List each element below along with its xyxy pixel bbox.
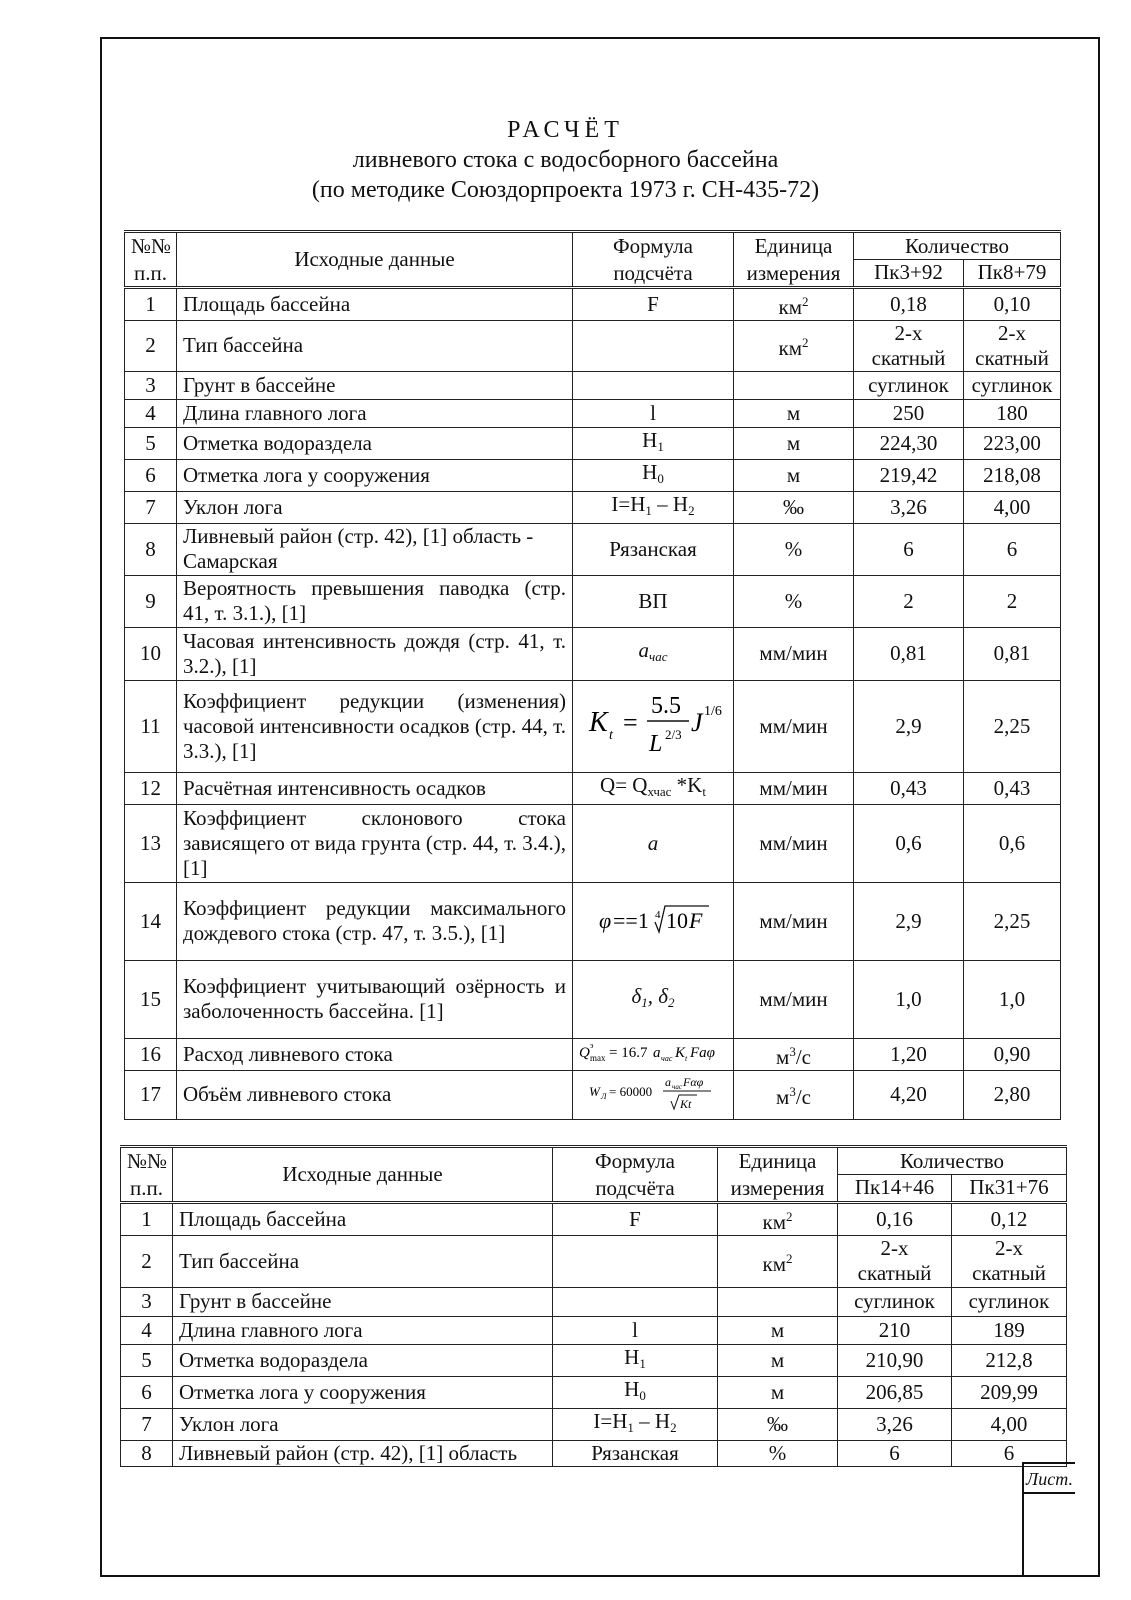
row-formula xyxy=(573,1070,734,1119)
row-value-a: 6 xyxy=(854,523,964,575)
row-value-a: 250 xyxy=(854,399,964,427)
row-value-a: 2-х скатный xyxy=(854,320,964,371)
table-row xyxy=(125,772,1061,804)
row-unit: м xyxy=(734,399,854,427)
row-number: 1 xyxy=(121,1202,173,1235)
row-unit: мм/мин xyxy=(734,804,854,882)
row-unit xyxy=(734,371,854,399)
row-description: Отметка водораздела xyxy=(173,1344,553,1376)
row-unit: мм/мин xyxy=(734,882,854,960)
row-description: Коэффициент редукции (изменения) часовой интенсивности осадков (стр. 44, т. 3.3.), [1] xyxy=(177,680,573,772)
row-value-a: 0,18 xyxy=(854,287,964,320)
title-line-2: ливневого стока с водосборного бассейна xyxy=(352,147,779,173)
row-unit: $км^2$ xyxy=(718,1235,838,1287)
row-value-b: 0,6 xyxy=(964,804,1061,882)
header-pk-1: Пк3+92 xyxy=(854,260,964,288)
svg-text:=: = xyxy=(623,708,638,737)
table-row xyxy=(125,1038,1061,1070)
header-pk-2: Пк8+79 xyxy=(964,260,1061,288)
row-unit: % xyxy=(718,1440,838,1466)
row-unit: ‰ xyxy=(718,1408,838,1440)
row-number: 7 xyxy=(125,491,177,523)
table-row xyxy=(121,1202,1067,1235)
table-header-row xyxy=(125,232,1061,260)
svg-text:= 60000: = 60000 xyxy=(609,1083,653,1099)
table-row xyxy=(125,882,1061,960)
row-formula xyxy=(573,882,734,960)
row-description: Отметка водораздела xyxy=(177,427,573,459)
row-description: Уклон лога xyxy=(177,491,573,523)
header-unit: Единица xyxy=(718,1147,838,1175)
row-number: 17 xyxy=(125,1070,177,1119)
header-num-2: п.п. xyxy=(121,1175,173,1203)
sheet-stamp: Лист. xyxy=(1022,1462,1075,1494)
row-value-b: суглинок xyxy=(964,371,1061,399)
row-unit: ‰ xyxy=(734,491,854,523)
svg-text:==1: ==1 xyxy=(613,908,649,933)
table-row xyxy=(125,459,1061,491)
row-formula xyxy=(553,1235,718,1287)
header-pk-2: Пк31+76 xyxy=(952,1175,1067,1203)
svg-text:час: час xyxy=(672,1082,682,1091)
row-value-a: 224,30 xyxy=(854,427,964,459)
table-row xyxy=(125,320,1061,371)
row-number: 12 xyxy=(125,772,177,804)
row-number: 6 xyxy=(125,459,177,491)
svg-text:a: a xyxy=(665,1074,671,1089)
svg-text:K: K xyxy=(589,707,608,738)
title-line-3: (по методике Союздорпроекта 1973 г. СН-435-72) xyxy=(311,177,820,203)
row-description: Коэффициент редукции максимального дождевого стока (стр. 47, т. 3.5.), [1] xyxy=(177,882,573,960)
row-unit: мм/мин xyxy=(734,680,854,772)
calculation-table-2 xyxy=(120,1145,1067,1467)
row-description: Длина главного лога xyxy=(177,399,573,427)
svg-text:2/3: 2/3 xyxy=(665,727,682,742)
row-value-a: 0,6 xyxy=(854,804,964,882)
title-line-1: РАСЧЁТ xyxy=(507,117,624,143)
row-value-b: 0,81 xyxy=(964,627,1061,680)
row-value-a: 2-х скатный xyxy=(838,1235,952,1287)
row-unit: м xyxy=(734,427,854,459)
table-row xyxy=(121,1344,1067,1376)
row-value-b: 189 xyxy=(952,1316,1067,1344)
svg-text:1/6: 1/6 xyxy=(704,704,722,719)
row-value-b: 218,08 xyxy=(964,459,1061,491)
row-number: 7 xyxy=(121,1408,173,1440)
header-formula: Формула xyxy=(553,1147,718,1175)
header-num: №№ xyxy=(121,1147,173,1175)
row-description: Площадь бассейна xyxy=(173,1202,553,1235)
row-description: Расчётная интенсивность осадков xyxy=(177,772,573,804)
row-unit xyxy=(718,1287,838,1316)
header-unit-2: измерения xyxy=(718,1175,838,1203)
row-description: Ливневый район (стр. 42), [1] область - Самарская xyxy=(177,523,573,575)
row-description: Расход ливневого стока xyxy=(177,1038,573,1070)
formula-q-graphic xyxy=(579,1039,727,1063)
row-value-a: 6 xyxy=(838,1440,952,1466)
row-value-a: 1,20 xyxy=(854,1038,964,1070)
table-row xyxy=(125,627,1061,680)
row-description: Грунт в бассейне xyxy=(177,371,573,399)
row-value-b: 1,0 xyxy=(964,960,1061,1038)
row-formula: F xyxy=(553,1202,718,1235)
row-value-b: 2,25 xyxy=(964,680,1061,772)
svg-text:Kt: Kt xyxy=(680,1096,692,1111)
svg-text:K: K xyxy=(675,1045,686,1061)
row-value-a: 3,26 xyxy=(838,1408,952,1440)
svg-text:a: a xyxy=(653,1045,661,1061)
row-value-a: суглинок xyxy=(838,1287,952,1316)
row-description: Коэффициент учитывающий озёрность и заболоченность бассейна. [1] xyxy=(177,960,573,1038)
table-row xyxy=(121,1376,1067,1408)
row-value-b: суглинок xyxy=(952,1287,1067,1316)
row-number: 3 xyxy=(125,371,177,399)
table-row xyxy=(125,804,1061,882)
svg-text:F: F xyxy=(689,908,703,933)
row-number: 4 xyxy=(121,1316,173,1344)
row-value-a: 4,20 xyxy=(854,1070,964,1119)
table-row xyxy=(125,491,1061,523)
row-value-b: 209,99 xyxy=(952,1376,1067,1408)
table-row xyxy=(125,427,1061,459)
row-value-b: 4,00 xyxy=(952,1408,1067,1440)
row-formula: $H_1$ xyxy=(553,1344,718,1376)
row-formula: a xyxy=(573,804,734,882)
table-header-row xyxy=(121,1147,1067,1175)
svg-text:час: час xyxy=(661,1054,673,1063)
row-description: Ливневый район (стр. 42), [1] область xyxy=(173,1440,553,1466)
row-formula: $Q= Q_{хчас}$ $*K_t$ xyxy=(573,772,734,804)
formula-phi-graphic xyxy=(579,898,727,938)
row-value-a: 3,26 xyxy=(854,491,964,523)
row-value-a: 1,0 xyxy=(854,960,964,1038)
row-value-b: 2-х скатный xyxy=(964,320,1061,371)
row-unit: $км^2$ xyxy=(734,320,854,371)
row-description: Отметка лога у сооружения xyxy=(177,459,573,491)
formula-kt-graphic xyxy=(579,683,727,763)
row-number: 6 xyxy=(121,1376,173,1408)
row-number: 5 xyxy=(125,427,177,459)
row-description: Площадь бассейна xyxy=(177,287,573,320)
row-formula: $I=H_1 - H_2$ xyxy=(573,491,734,523)
row-formula: $H_0$ xyxy=(553,1376,718,1408)
row-number: 11 xyxy=(125,680,177,772)
table-row xyxy=(121,1316,1067,1344)
row-number: 3 xyxy=(121,1287,173,1316)
svg-text:max: max xyxy=(590,1053,606,1063)
row-value-a: 0,16 xyxy=(838,1202,952,1235)
table-row xyxy=(125,575,1061,627)
row-description: Тип бассейна xyxy=(177,320,573,371)
row-value-b: 2,25 xyxy=(964,882,1061,960)
svg-text:Faφ: Faφ xyxy=(690,1045,715,1061)
svg-text:Q: Q xyxy=(579,1045,590,1061)
row-number: 14 xyxy=(125,882,177,960)
row-description: Коэффициент склонового стока зависящего от вида грунта (стр. 44, т. 3.4.), [1] xyxy=(177,804,573,882)
header-unit: Единица xyxy=(734,232,854,260)
row-number: 16 xyxy=(125,1038,177,1070)
row-formula: Рязанская xyxy=(573,523,734,575)
row-unit: % xyxy=(734,523,854,575)
row-value-b: 2 xyxy=(964,575,1061,627)
row-value-b: 0,10 xyxy=(964,287,1061,320)
table-row xyxy=(125,1070,1061,1119)
stamp-divider xyxy=(1022,1494,1024,1576)
row-description: Отметка лога у сооружения xyxy=(173,1376,553,1408)
row-number: 5 xyxy=(121,1344,173,1376)
row-number: 2 xyxy=(125,320,177,371)
header-unit-2: измерения xyxy=(734,260,854,288)
header-qty: Количество xyxy=(838,1147,1067,1175)
svg-text:J: J xyxy=(691,708,703,737)
table-row xyxy=(121,1440,1067,1466)
row-formula: l xyxy=(573,399,734,427)
row-formula: l xyxy=(553,1316,718,1344)
row-value-a: 0,81 xyxy=(854,627,964,680)
row-unit: м xyxy=(718,1344,838,1376)
row-value-a: 206,85 xyxy=(838,1376,952,1408)
header-qty: Количество xyxy=(854,232,1061,260)
row-number: 1 xyxy=(125,287,177,320)
row-value-b: 6 xyxy=(952,1440,1067,1466)
header-data: Исходные данные xyxy=(173,1147,553,1203)
row-number: 10 xyxy=(125,627,177,680)
row-unit: $км^2$ xyxy=(734,287,854,320)
row-unit: $м^3/с$ xyxy=(734,1070,854,1119)
row-number: 15 xyxy=(125,960,177,1038)
svg-text:= 16.7: = 16.7 xyxy=(609,1045,648,1061)
row-unit: мм/мин xyxy=(734,960,854,1038)
row-unit: м xyxy=(734,459,854,491)
table-row xyxy=(125,287,1061,320)
svg-text:t: t xyxy=(609,728,613,743)
row-formula: $\delta_1$, $\delta_2$ xyxy=(573,960,734,1038)
row-description: Тип бассейна xyxy=(173,1235,553,1287)
row-value-a: 219,42 xyxy=(854,459,964,491)
table-row xyxy=(125,960,1061,1038)
row-value-a: суглинок xyxy=(854,371,964,399)
row-description: Вероятность превышения паводка (стр. 41, т. 3.1.), [1] xyxy=(177,575,573,627)
row-value-a: 210,90 xyxy=(838,1344,952,1376)
row-value-b: 4,00 xyxy=(964,491,1061,523)
svg-text:φ: φ xyxy=(599,908,612,933)
row-number: 4 xyxy=(125,399,177,427)
row-formula xyxy=(573,320,734,371)
page-title xyxy=(0,115,1131,205)
row-value-b: 0,12 xyxy=(952,1202,1067,1235)
svg-text:Fαφ: Fαφ xyxy=(683,1074,704,1089)
svg-text:L: L xyxy=(649,731,663,757)
row-description: Уклон лога xyxy=(173,1408,553,1440)
row-unit: $км^2$ xyxy=(718,1202,838,1235)
svg-text:4: 4 xyxy=(655,909,661,921)
row-value-b: 212,8 xyxy=(952,1344,1067,1376)
header-data: Исходные данные xyxy=(177,232,573,288)
row-number: 8 xyxy=(121,1440,173,1466)
row-description: Часовая интенсивность дождя (стр. 41, т. 3.2.), [1] xyxy=(177,627,573,680)
row-unit: мм/мин xyxy=(734,627,854,680)
table-row xyxy=(121,1408,1067,1440)
svg-text:W: W xyxy=(589,1083,600,1099)
table-row xyxy=(121,1287,1067,1316)
row-description: Длина главного лога xyxy=(173,1316,553,1344)
header-formula-2: подсчёта xyxy=(553,1175,718,1203)
row-formula xyxy=(573,1038,734,1070)
row-unit: мм/мин xyxy=(734,772,854,804)
svg-text:5.5: 5.5 xyxy=(651,693,681,719)
table-row xyxy=(125,523,1061,575)
row-formula: F xyxy=(573,287,734,320)
row-unit: $м^3/с$ xyxy=(734,1038,854,1070)
row-unit: м xyxy=(718,1316,838,1344)
header-num: №№ xyxy=(125,232,177,260)
svg-text:э: э xyxy=(590,1041,594,1050)
row-value-a: 210 xyxy=(838,1316,952,1344)
row-formula xyxy=(553,1287,718,1316)
table-row xyxy=(125,399,1061,427)
row-value-b: 6 xyxy=(964,523,1061,575)
table-row xyxy=(121,1235,1067,1287)
svg-text:Л: Л xyxy=(601,1091,607,1101)
row-number: 9 xyxy=(125,575,177,627)
formula-w-graphic xyxy=(579,1071,727,1113)
row-description: Объём ливневого стока xyxy=(177,1070,573,1119)
row-formula: $I=H_1 - H_2$ xyxy=(553,1408,718,1440)
row-value-a: 0,43 xyxy=(854,772,964,804)
row-value-b: 0,43 xyxy=(964,772,1061,804)
row-number: 8 xyxy=(125,523,177,575)
row-value-b: 223,00 xyxy=(964,427,1061,459)
row-value-b: 0,90 xyxy=(964,1038,1061,1070)
row-number: 13 xyxy=(125,804,177,882)
row-value-b: 180 xyxy=(964,399,1061,427)
header-formula: Формула xyxy=(573,232,734,260)
header-pk-1: Пк14+46 xyxy=(838,1175,952,1203)
table-row xyxy=(125,680,1061,772)
row-value-b: 2-х скатный xyxy=(952,1235,1067,1287)
table-row xyxy=(125,371,1061,399)
calculation-table-1 xyxy=(124,230,1061,1120)
row-value-b: 2,80 xyxy=(964,1070,1061,1119)
row-unit: % xyxy=(734,575,854,627)
row-formula: ВП xyxy=(573,575,734,627)
row-formula xyxy=(573,371,734,399)
row-value-a: 2,9 xyxy=(854,680,964,772)
row-formula xyxy=(573,680,734,772)
row-value-a: 2,9 xyxy=(854,882,964,960)
header-formula-2: подсчёта xyxy=(573,260,734,288)
row-formula: Рязанская xyxy=(553,1440,718,1466)
row-description: Грунт в бассейне xyxy=(173,1287,553,1316)
row-formula: $a_{час}$ xyxy=(573,627,734,680)
svg-text:10: 10 xyxy=(666,908,688,933)
row-number: 2 xyxy=(121,1235,173,1287)
row-formula: $H_0$ xyxy=(573,459,734,491)
row-value-a: 2 xyxy=(854,575,964,627)
svg-text:t: t xyxy=(685,1054,688,1063)
row-unit: м xyxy=(718,1376,838,1408)
row-formula: $H_1$ xyxy=(573,427,734,459)
header-num-2: п.п. xyxy=(125,260,177,288)
